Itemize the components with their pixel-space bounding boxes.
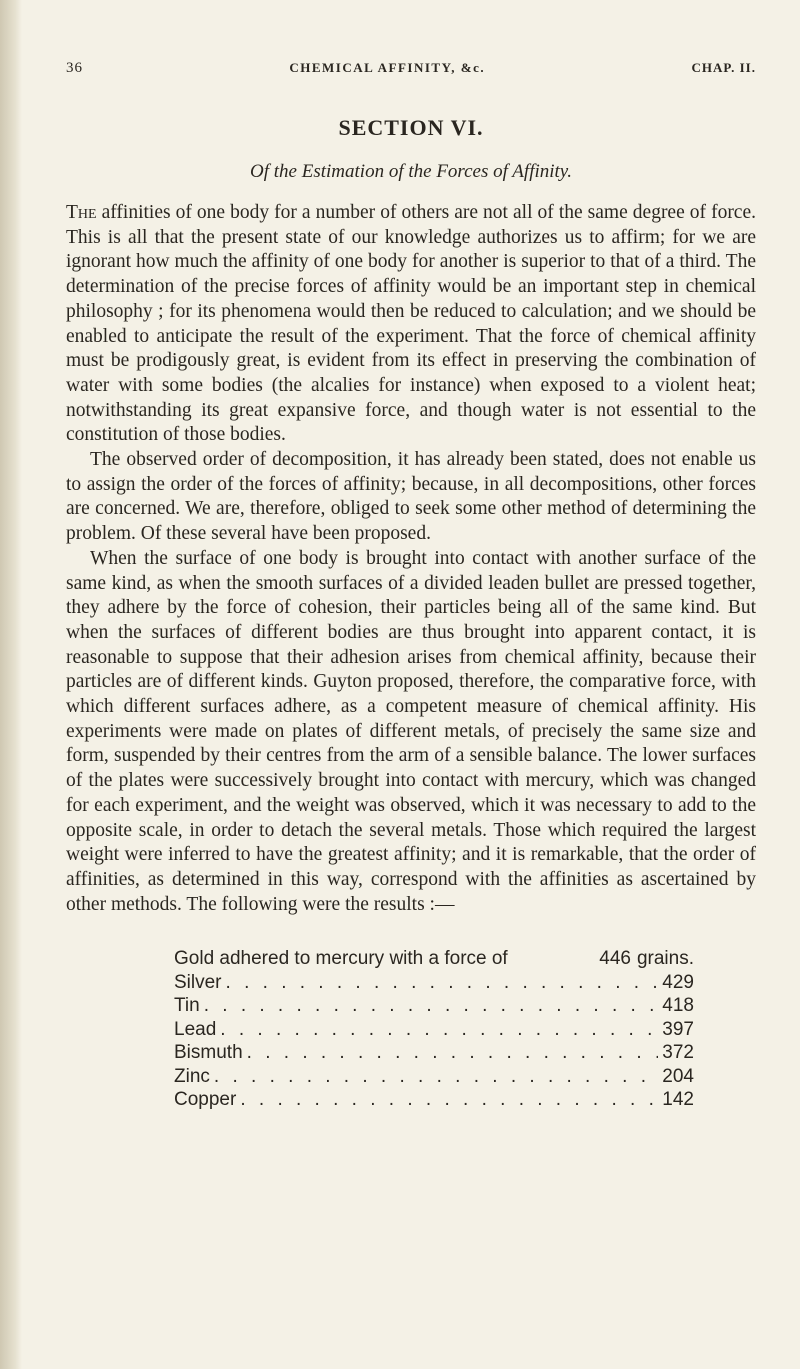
results-metal: Silver bbox=[174, 971, 222, 993]
results-value: 418 bbox=[662, 995, 694, 1017]
results-metal: Copper bbox=[174, 1089, 237, 1111]
page-number: 36 bbox=[66, 60, 83, 76]
results-row-gold bbox=[174, 947, 694, 971]
results-value: 372 bbox=[662, 1042, 694, 1064]
results-row bbox=[174, 971, 694, 995]
results-value: 429 bbox=[662, 971, 694, 993]
book-spine-shadow bbox=[0, 0, 22, 1369]
paragraph-2: The observed order of decomposition, it has already been stated, does not enable us to assign the order of the forces of affinity; because, in all decompositions, other forces are concerned. We are, therefore, obliged to seek some other method of determining the problem. Of these several have been proposed. bbox=[66, 449, 756, 545]
results-value: 397 bbox=[662, 1018, 694, 1040]
results-intro: Gold adhered to mercury with a force of bbox=[174, 948, 508, 970]
results-unit: grains. bbox=[636, 948, 694, 970]
section-heading: SECTION VI. bbox=[338, 115, 484, 140]
chapter-label: CHAP. II. bbox=[691, 60, 756, 75]
results-value: 204 bbox=[662, 1065, 694, 1087]
results-row bbox=[174, 1041, 694, 1065]
paragraph-1-text: affinities of one body for a number of others are not all of the same degree of force. This is all that the present state of our knowledge authorizes us to affirm; for we are ignorant how much the affinity of one body for another is superior to that of a third. The determination of the precise forces of affinity would be an important step in chemical philosophy ; for its phenomena would then be reduced to calculation; and we should be enabled to anticipate the result of the experiment. That the force of chemical affinity must be prodigously great, is evident from its effect in preserving the combination of water with some bodies (the alcalies for instance) when exposed to a violent heat; notwithstanding its great expansive force, and though water is not essential to the constitution of those bodies. bbox=[66, 202, 756, 446]
results-value: 446 bbox=[599, 948, 631, 970]
section-subtitle: Of the Estimation of the Forces of Affinity. bbox=[250, 161, 572, 182]
results-row bbox=[174, 1065, 694, 1089]
results-row bbox=[174, 1018, 694, 1042]
results-row bbox=[174, 994, 694, 1018]
running-title: CHEMICAL AFFINITY, &c. bbox=[289, 60, 486, 75]
results-metal: Bismuth bbox=[174, 1042, 243, 1064]
paragraph-3: When the surface of one body is brought into contact with another surface of the same kind, as when the smooth surfaces of a divided leaden bullet are pressed together, they adhere by the force of cohesion, their particles being all of the same kind. But when the surfaces of different bodies are thus brought into apparent contact, it is reasonable to suppose that their adhesion arises from chemical affinity, because their particles are of different kinds. Guyton proposed, therefore, the comparative force, with which different surfaces adhere, as a competent measure of chemical affinity. His experiments were made on plates of different metals, of precisely the same size and form, suspended by their centres from the arm of a sensible balance. The lower surfaces of the plates were successively brought into contact with mercury, which was changed for each experiment, and the weight was observed, which it was necessary to add to the opposite scale, in order to detach the several metals. Those which required the largest weight were inferred to have the greatest affinity; and it is remarkable, that the order of affinities, as determined in this way, correspond with the affinities as ascertained by other methods. The following were the results :— bbox=[66, 547, 756, 915]
results-metal: Zinc bbox=[174, 1065, 210, 1087]
paragraph-lead-word: The bbox=[66, 202, 97, 223]
body-text bbox=[66, 201, 756, 917]
running-head bbox=[66, 60, 756, 77]
results-metal: Tin bbox=[174, 995, 200, 1017]
results-row bbox=[174, 1088, 694, 1112]
results-value: 142 bbox=[662, 1089, 694, 1111]
results-metal: Lead bbox=[174, 1018, 217, 1040]
paragraph-1 bbox=[66, 201, 756, 448]
book-page bbox=[66, 60, 756, 1112]
results-table bbox=[174, 947, 694, 1112]
